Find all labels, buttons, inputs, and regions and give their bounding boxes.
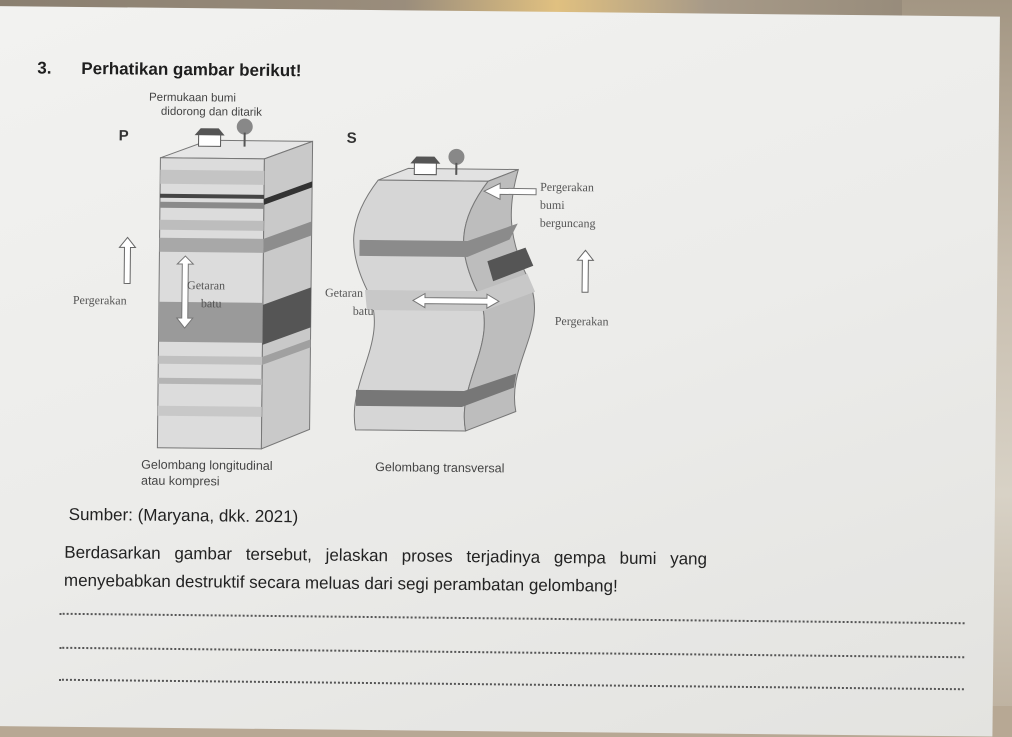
- p-motion-label: Pergerakan: [73, 293, 127, 309]
- caption-p-line2: atau kompresi: [141, 474, 220, 489]
- label-s: S: [347, 130, 357, 147]
- answer-line-3[interactable]: [59, 679, 964, 690]
- s-ground-label-line1: Pergerakan: [540, 180, 594, 196]
- seismic-wave-diagram: [45, 87, 669, 513]
- label-p: P: [119, 127, 129, 144]
- question-title: Perhatikan gambar berikut!: [81, 59, 301, 81]
- answer-line-1[interactable]: [60, 613, 965, 624]
- answer-line-2[interactable]: [59, 647, 964, 658]
- question-number: 3.: [37, 58, 51, 78]
- question-prompt-line1: Berdasarkan gambar tersebut, jelaskan proses terjadinya gempa bumi yang: [64, 543, 707, 570]
- surface-label-line2: didorong dan ditarik: [161, 106, 262, 119]
- s-vibration-label-line2: batu: [353, 304, 374, 319]
- s-motion-label: Pergerakan: [555, 314, 609, 330]
- question-prompt-line2: menyebabkan destruktif secara meluas dari segi perambatan gelombang!: [64, 571, 618, 597]
- caption-s: Gelombang transversal: [375, 460, 504, 475]
- p-vibration-label-line1: Getaran: [187, 278, 225, 293]
- caption-p-line1: Gelombang longitudinal: [141, 458, 272, 473]
- surface-label-line1: Permukaan bumi: [149, 92, 236, 105]
- p-vibration-label-line2: batu: [201, 296, 222, 311]
- worksheet-paper: [0, 6, 1000, 737]
- s-ground-label-line3: berguncang: [540, 216, 596, 232]
- source-citation: Sumber: (Maryana, dkk. 2021): [69, 505, 299, 527]
- s-ground-label-line2: bumi: [540, 198, 565, 213]
- s-vibration-label-line1: Getaran: [325, 286, 363, 301]
